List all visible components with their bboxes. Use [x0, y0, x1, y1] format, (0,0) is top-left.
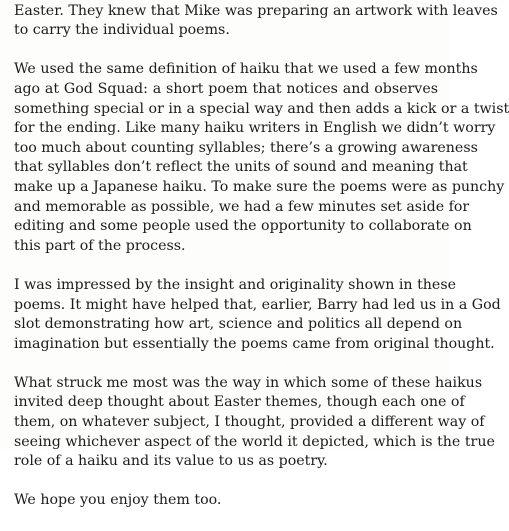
text-line: imagination but essentially the poems came from original thought.: [14, 335, 495, 352]
text-line: something special or in a special way and then adds a kick or a twist: [14, 100, 509, 117]
text-line: make up a Japanese haiku. To make sure the poems were as punchy: [14, 178, 505, 195]
text-line: role of a haiku and its value to us as poetry.: [14, 453, 328, 470]
text-line: What struck me most was the way in which some of these haikus: [14, 374, 483, 391]
paragraph-impressions: [14, 276, 501, 354]
text-line: for the ending. Like many haiku writers in English we didn’t worry: [14, 120, 496, 137]
document-body: [14, 0, 509, 531]
text-line: to carry the individual poems.: [14, 22, 230, 39]
paragraph-easter-themes: [14, 374, 495, 472]
text-line: poems. It might have helped that, earlier, Barry had led us in a God: [14, 296, 501, 313]
text-line: I was impressed by the insight and originality shown in these: [14, 276, 456, 293]
text-line: too much about counting syllables; there’s a growing awareness: [14, 139, 478, 156]
text-line: editing and some people used the opportunity to collaborate on: [14, 218, 472, 235]
text-line: them, on whatever subject, I thought, provided a different way of: [14, 414, 485, 431]
text-line: We hope you enjoy them too.: [14, 492, 222, 509]
paragraph-intro: [14, 0, 498, 41]
text-line: We used the same definition of haiku that we used a few months: [14, 61, 478, 78]
text-line: seeing whichever aspect of the world it depicted, which is the true: [14, 433, 495, 450]
text-line: ago at God Squad: a short poem that notices and observes: [14, 80, 438, 97]
text-line: invited deep thought about Easter themes, though each one of: [14, 394, 465, 411]
text-line: this part of the process.: [14, 237, 186, 254]
text-line: and memorable as possible, we had a few minutes set aside for: [14, 198, 470, 215]
text-line: slot demonstrating how art, science and politics all depend on: [14, 316, 463, 333]
text-line: that syllables don’t reflect the units of sound and meaning that: [14, 159, 468, 176]
text-line: Easter. They knew that Mike was preparing an artwork with leaves: [14, 2, 498, 19]
paragraph-closing: [14, 491, 438, 511]
paragraph-haiku-definition: [14, 60, 509, 256]
